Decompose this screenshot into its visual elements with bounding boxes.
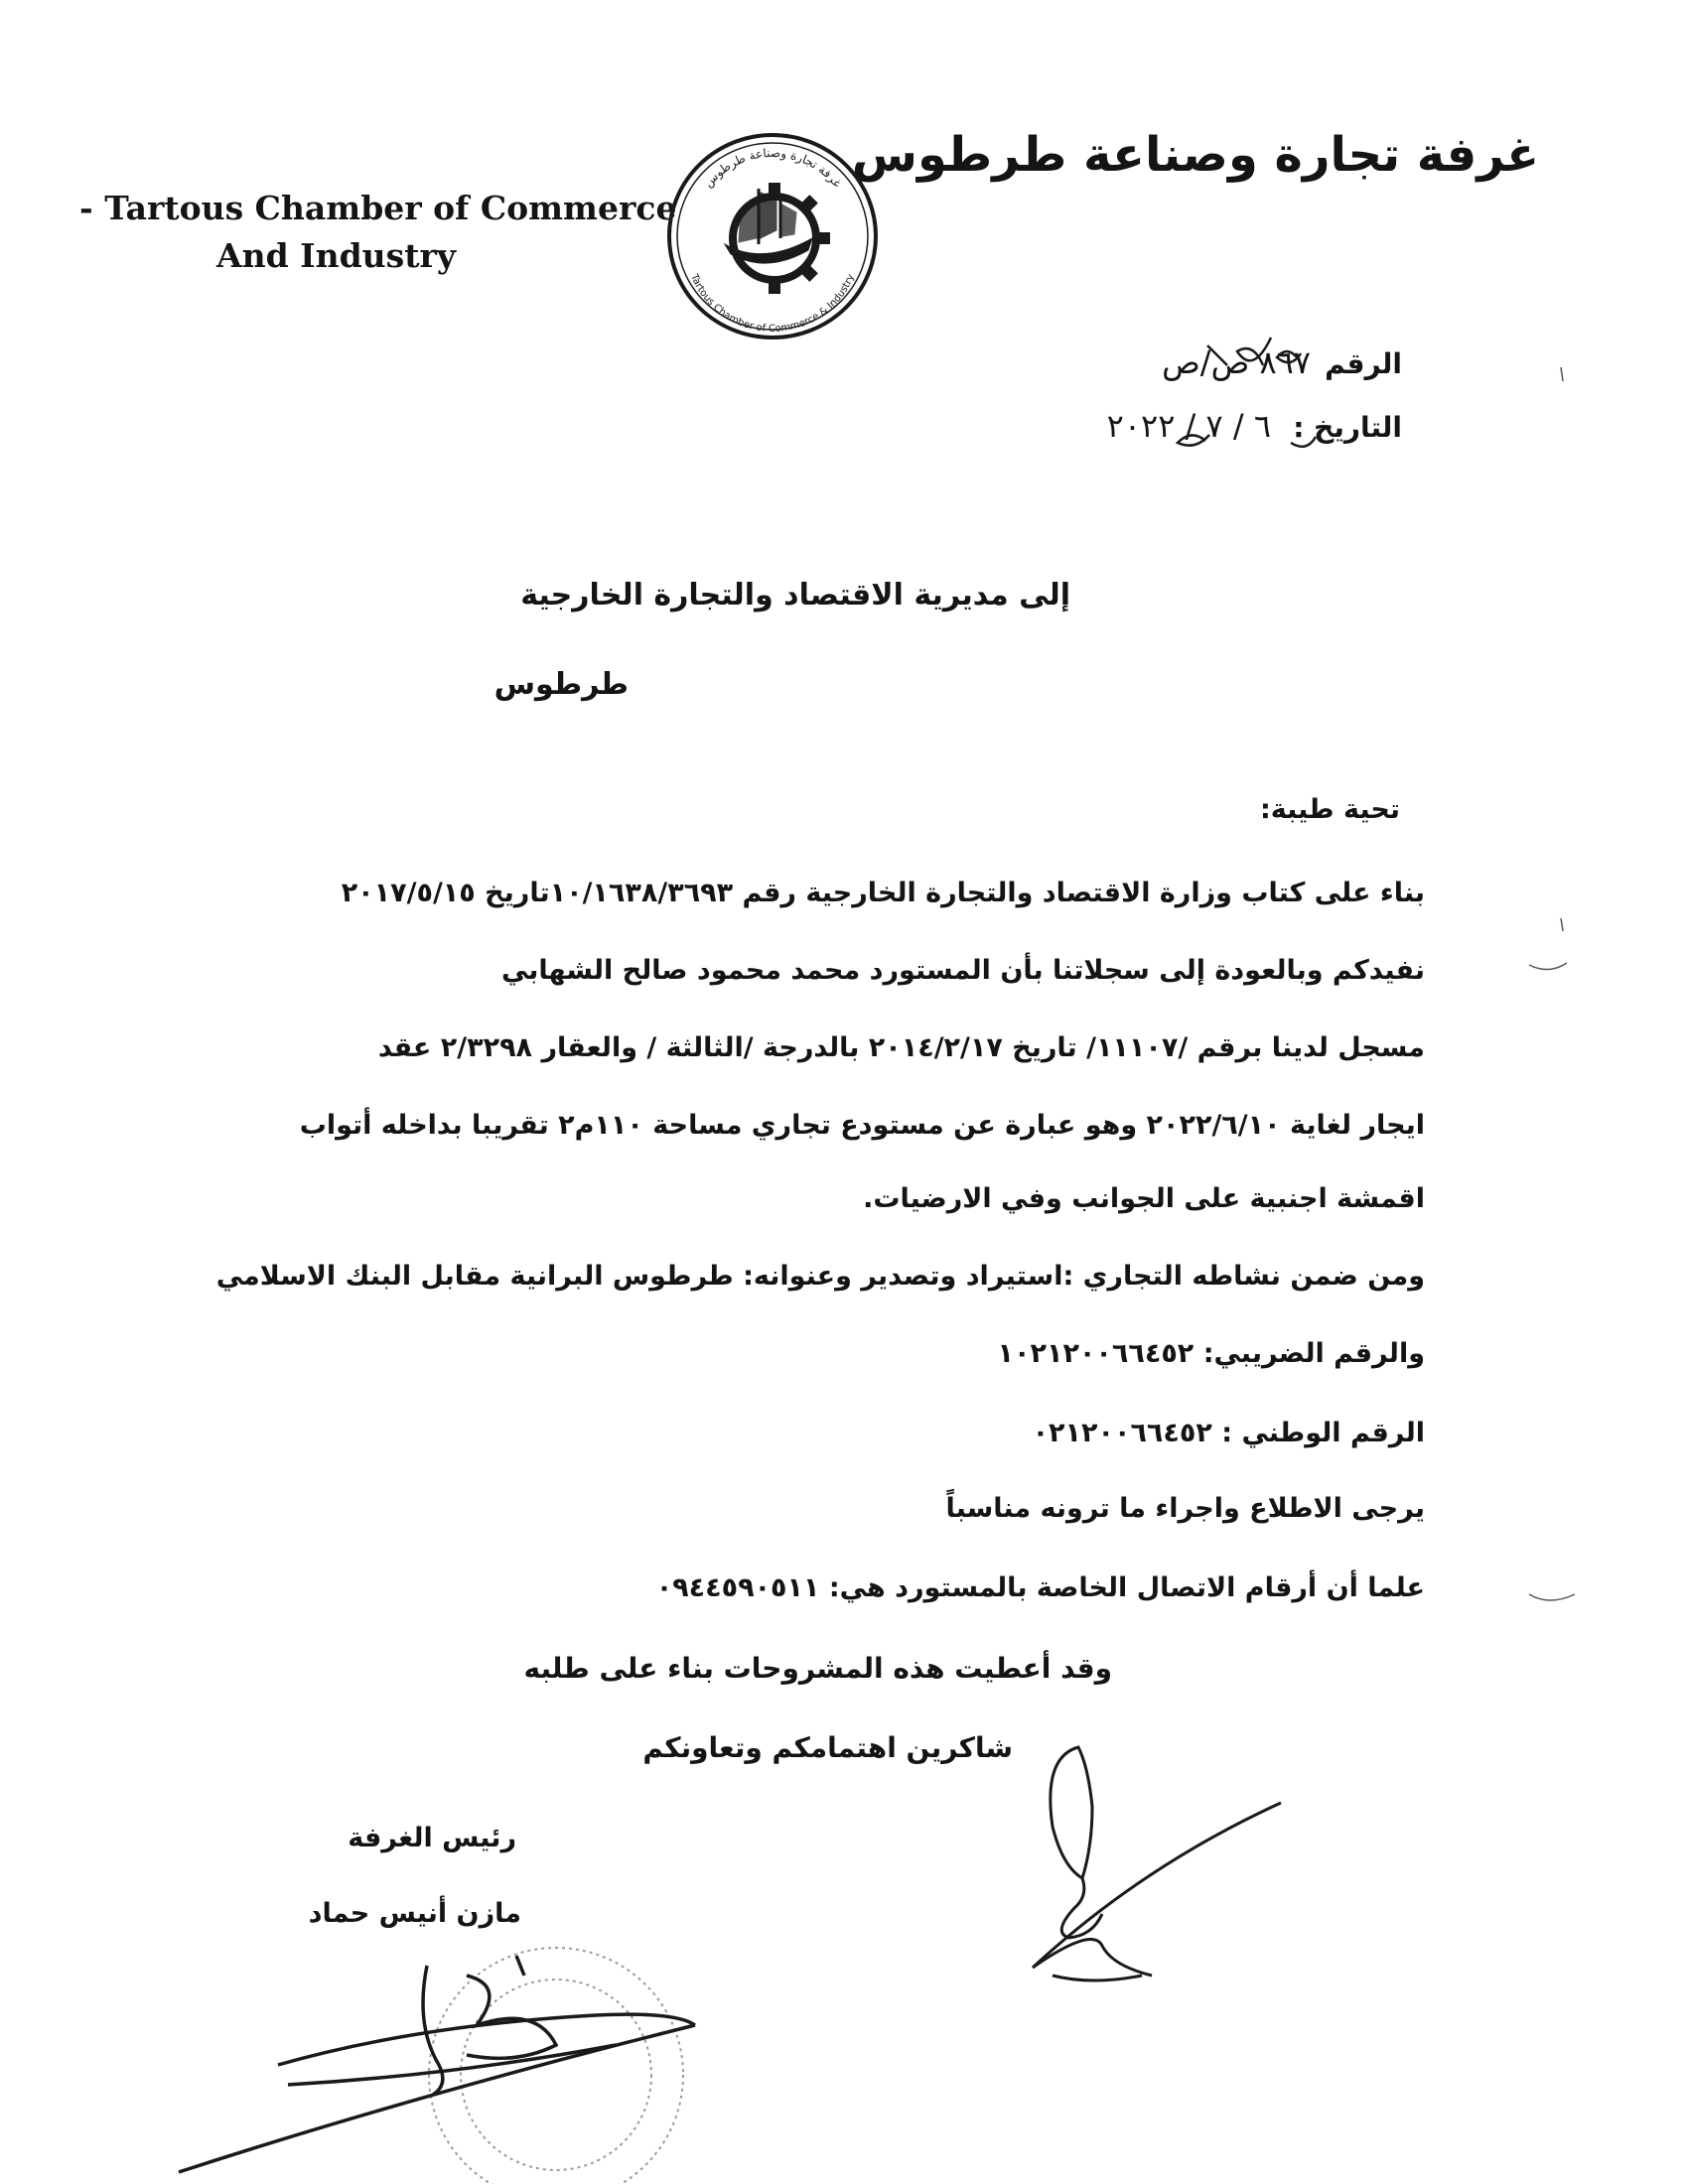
closing-line-2: شاكرين اهتمامكم وتعاونكم: [642, 1731, 1013, 1764]
recipient-city: طرطوس: [493, 667, 629, 702]
national-number-line: الرقم الوطني : ٠٢١٢٠٠٦٦٤٥٢: [1032, 1418, 1425, 1448]
reference-number-value: ٨٦٧ ص/ص: [1162, 343, 1311, 381]
logo-text-arabic: غرفة تجارة وصناعة طرطوس: [701, 145, 845, 191]
handwritten-signature-left: [179, 1956, 695, 2172]
contact-line: علما أن أرقام الاتصال الخاصة بالمستورد هي: ٠٩٤٤٥٩٠٥١١: [655, 1572, 1425, 1603]
tax-number-line: والرقم الضريبي: ١٠٢١٢٠٠٦٦٤٥٢: [997, 1338, 1425, 1369]
body-line-5: اقمشة اجنبية على الجوانب وفي الارضيات.: [863, 1183, 1425, 1214]
margin-marks: [1529, 367, 1575, 1600]
handwritten-signature-right: [1033, 1747, 1281, 1980]
body-line-2: نفيدكم وبالعودة إلى سجلاتنا بأن المستورد محمد محمود صالح الشهابي: [500, 955, 1425, 986]
signatory-title: رئيس الغرفة: [348, 1823, 516, 1853]
recipient-line1: إلى مديرية الاقتصاد والتجارة الخارجية: [520, 578, 1070, 613]
date-label: التاريخ :: [1293, 411, 1402, 444]
logo-text-english: Tartous Chamber of Commerce & Industry: [688, 272, 857, 336]
org-name-english-line1: - Tartous Chamber of Commerce: [79, 189, 677, 227]
body-line-4: ايجار لغاية ٢٠٢٢/٦/١٠ وهو عبارة عن مستودع تجاري مساحة ١١٠م٢ تقريبا بداخله أتواب: [299, 1110, 1425, 1141]
signatory-name: مازن أنيس حماد: [308, 1898, 521, 1929]
org-name-arabic: غرفة تجارة وصناعة طرطوس: [851, 127, 1539, 183]
stamp-faint: [429, 1948, 683, 2184]
greeting: تحية طيبة:: [1259, 794, 1400, 825]
date-value: ٦ / ٧ / ٢٠٢٢: [1106, 407, 1271, 445]
reference-number-label: الرقم: [1325, 347, 1402, 380]
request-line: يرجى الاطلاع واجراء ما ترونه مناسباً: [945, 1493, 1425, 1524]
body-line-6: ومن ضمن نشاطه التجاري :استيراد وتصدير وعنوانه: طرطوس البرانية مقابل البنك الاسلامي: [215, 1261, 1425, 1292]
org-name-english-line2: And Industry: [216, 236, 457, 275]
body-line-1: بناء على كتاب وزارة الاقتصاد والتجارة الخارجية رقم ١٠/١٦٣٨/٣٦٩٣تاريخ ٢٠١٧/٥/١٥: [341, 878, 1425, 908]
reference-handwriting: [1178, 338, 1316, 447]
body-line-3: مسجل لدينا برقم /١١١٠٧/ تاريخ ٢٠١٤/٢/١٧ بالدرجة /الثالثة / والعقار ٢/٣٢٩٨ عقد: [377, 1032, 1425, 1063]
closing-line-1: وقد أعطيت هذه المشروحات بناء على طلبه: [523, 1652, 1112, 1685]
org-name-english-line1-text: Tartous Chamber of Commerce: [104, 189, 677, 227]
